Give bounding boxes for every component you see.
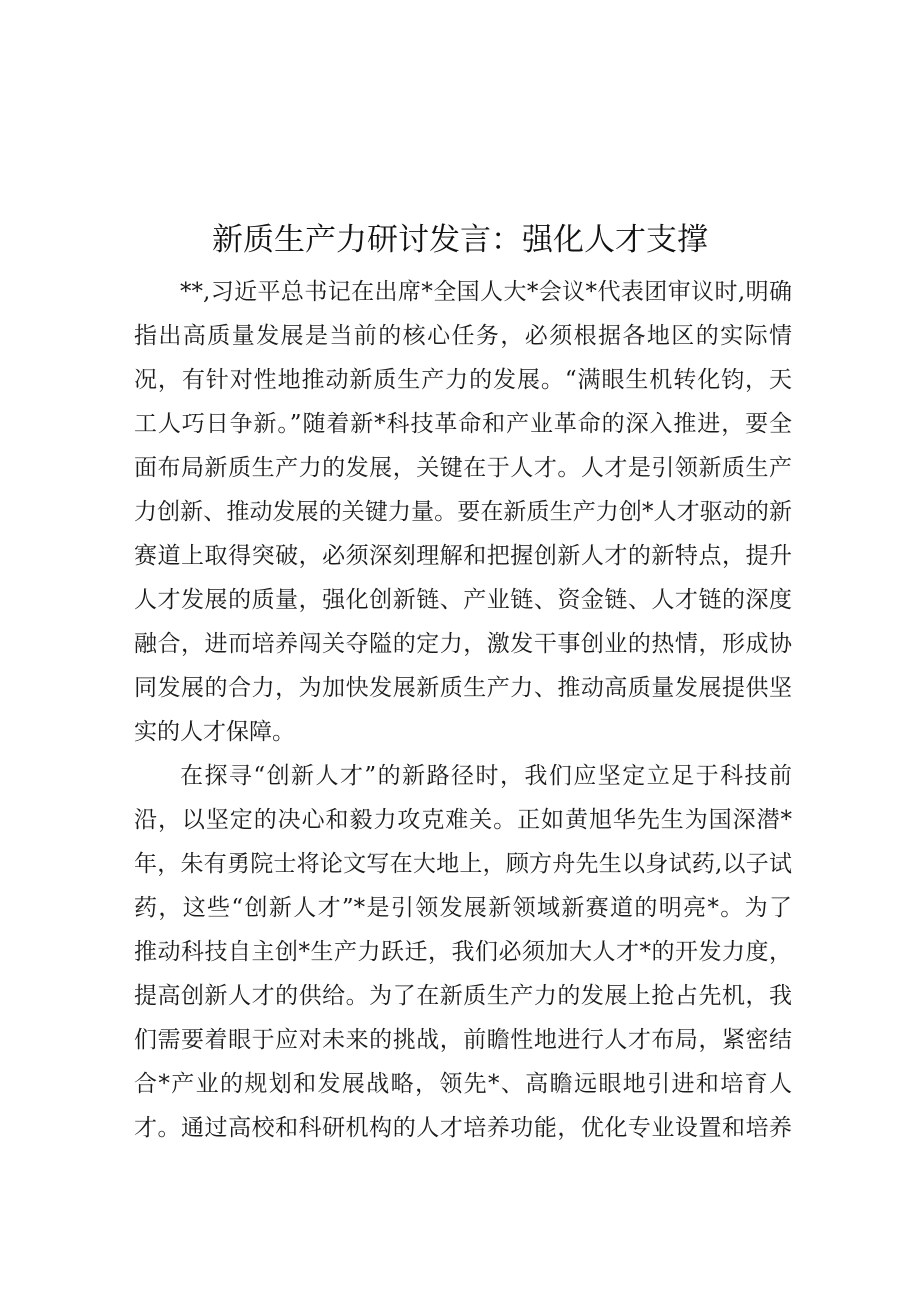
paragraph-2-line-4: 药，这些“创新人才”*是引领发展新领域新赛道的明亮*。为了	[134, 895, 792, 921]
paragraph-2-line-3: 年，朱有勇院士将论文写在大地上，顾方舟先生以身试药,以子试	[134, 851, 792, 877]
paragraph-2-line-6: 提高创新人才的供给。为了在新质生产力的发展上抢占先机，我	[134, 983, 792, 1009]
paragraph-1-line-2: 指出高质量发展是当前的核心任务，必须根据各地区的实际情	[134, 323, 792, 349]
paragraph-1-line-7: 赛道上取得突破，必须深刻理解和把握创新人才的新特点，提升	[134, 543, 792, 569]
document-title: 新质生产力研讨发言：强化人才支撑	[212, 222, 708, 258]
paragraph-1-line-11: 实的人才保障。	[134, 719, 295, 745]
paragraph-1-line-3: 况，有针对性地推动新质生产力的发展。“满眼生机转化钧，天	[134, 367, 792, 393]
paragraph-1-line-8: 人才发展的质量，强化创新链、产业链、资金链、人才链的深度	[134, 587, 792, 613]
paragraph-1-line-10: 同发展的合力，为加快发展新质生产力、推动高质量发展提供坚	[134, 675, 792, 701]
paragraph-1-line-5: 面布局新质生产力的发展，关键在于人才。人才是引领新质生产	[134, 455, 792, 481]
paragraph-2-line-9: 才。通过高校和科研机构的人才培养功能，优化专业设置和培养	[134, 1115, 792, 1141]
paragraph-2-line-7: 们需要着眼于应对未来的挑战，前瞻性地进行人才布局，紧密结	[134, 1027, 792, 1053]
paragraph-1-line-9: 融合，进而培养闯关夺隘的定力，激发干事创业的热情，形成协	[134, 631, 792, 657]
paragraph-2-line-1: 在探寻“创新人才”的新路径时，我们应坚定立足于科技前	[180, 763, 792, 789]
paragraph-1-line-6: 力创新、推动发展的关键力量。要在新质生产力创*人才驱动的新	[134, 499, 792, 525]
paragraph-2-line-2: 沿，以坚定的决心和毅力攻克难关。正如黄旭华先生为国深潜*	[134, 807, 792, 833]
paragraph-1-line-1: **,习近平总书记在出席*全国人大*会议*代表团审议时,明确	[180, 279, 792, 305]
paragraph-2-line-8: 合*产业的规划和发展战略，领先*、高瞻远眼地引进和培育人	[134, 1071, 792, 1097]
paragraph-1-line-4: 工人巧日争新。”随着新*科技革命和产业革命的深入推进，要全	[134, 411, 792, 437]
paragraph-2-line-5: 推动科技自主创*生产力跃迁，我们必须加大人才*的开发力度，	[134, 939, 792, 965]
